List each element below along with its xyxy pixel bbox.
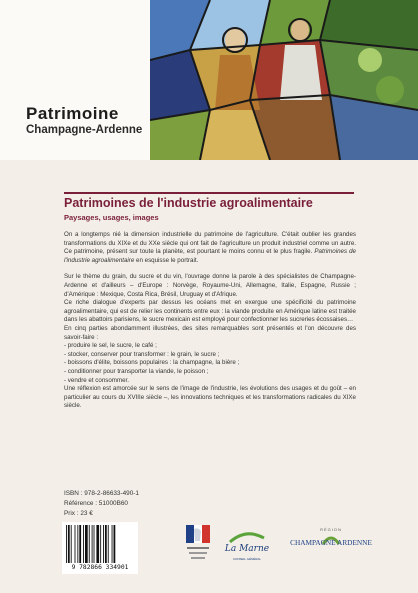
list-item: - conditionner pour transporter la viande, le poisson ;: [64, 367, 209, 375]
marne-logo-subtext: CONSEIL GÉNÉRAL: [232, 557, 262, 561]
cover-header: [0, 0, 418, 160]
series-name: Patrimoine: [26, 104, 119, 123]
stained-glass-window-image: [150, 0, 418, 160]
list-item: - vendre et consommer.: [64, 376, 129, 384]
blurb-p1-text: On a longtemps nié la dimension industrielle du patrimoine de l'agriculture. C'était oublier les grandes transformations du XIXe et du XXe siècle qui ont fait de l'agriculture un produit industriel comme un autre. Ce patrimoine, présent sur toute la planète, est pourtant le moins connu et le plus fragile.: [64, 231, 356, 256]
region-name: CHAMPAGNE ARDENNE: [290, 538, 372, 547]
title-rule: [64, 192, 354, 194]
list-item: - stocker, conserver pour transformer : le grain, le sucre ;: [64, 350, 220, 358]
price: Prix : 23 €: [64, 509, 93, 517]
list-item: - produire le sel, le sucre, le café ;: [64, 342, 157, 350]
barcode-number: 9 782866 334901: [71, 564, 129, 571]
reference: Référence : 51000B60: [64, 499, 128, 507]
isbn: ISBN : 978-2-86633-490-1: [64, 490, 139, 497]
blurb-paragraph-3: Ce riche dialogue d'experts par dessus les océans met en exergue une spécificité du patrimoine agroalimentaire, qui est de relier les continents entre eux : la viande produite en Amérique latine est traitée dans les abattoirs parisiens, le sucre mexicain est employé pour confectionner les sucreries écossaises…: [64, 299, 356, 324]
book-metadata: [64, 489, 139, 518]
region-champagne-ardenne-logo: [282, 525, 380, 565]
list-item: - boissons d'élite, boissons populaires : la champagne, la bière ;: [64, 359, 240, 367]
blurb-paragraph-4: En cinq parties abondamment illustrées, des sites remarquables sont présentés et l'on découvre des savoir-faire :: [64, 324, 356, 341]
marne-logo-text: La Marne: [224, 544, 270, 554]
blurb-p1-tail: en esquisse le portrait.: [134, 256, 199, 264]
marne-logo: [224, 530, 270, 570]
blurb-paragraph-1: [64, 231, 356, 265]
blurb-paragraph-2: Sur le thème du grain, du sucre et du vin, l'ouvrage donne la parole à des spécialistes de Champagne-Ardenne et d'ailleurs – d'Europe : Norvège, Royaume-Uni, Allemagne, Italie, Espagne, Russie ; d'Amérique : Mexique, Costa Rica, Brésil, Uruguay et d'Afrique.: [64, 273, 356, 298]
series-region: Champagne-Ardenne: [26, 124, 143, 136]
blurb-list: [64, 342, 356, 385]
blurb-p1-title: Patrimoines de l'industrie agroalimentaire: [64, 248, 356, 264]
barcode-bars: [66, 525, 134, 563]
barcode: [62, 522, 138, 574]
series-brand: [26, 105, 142, 137]
book-title: Patrimoines de l'industrie agroalimentaire: [64, 196, 313, 210]
book-subtitle: Paysages, usages, images: [64, 213, 159, 222]
republique-francaise-logo: [183, 523, 213, 565]
blurb-paragraph-5: Une réflexion est amorcée sur le sens de l'image de l'industrie, les évolutions des usages et du goût – en particulier au cours du XVIIIe siècle –, les innovations techniques et les transformations radicales du XIXe siècle.: [64, 385, 356, 410]
region-label: RÉGION: [320, 527, 342, 532]
back-cover-blurb: [64, 231, 356, 411]
